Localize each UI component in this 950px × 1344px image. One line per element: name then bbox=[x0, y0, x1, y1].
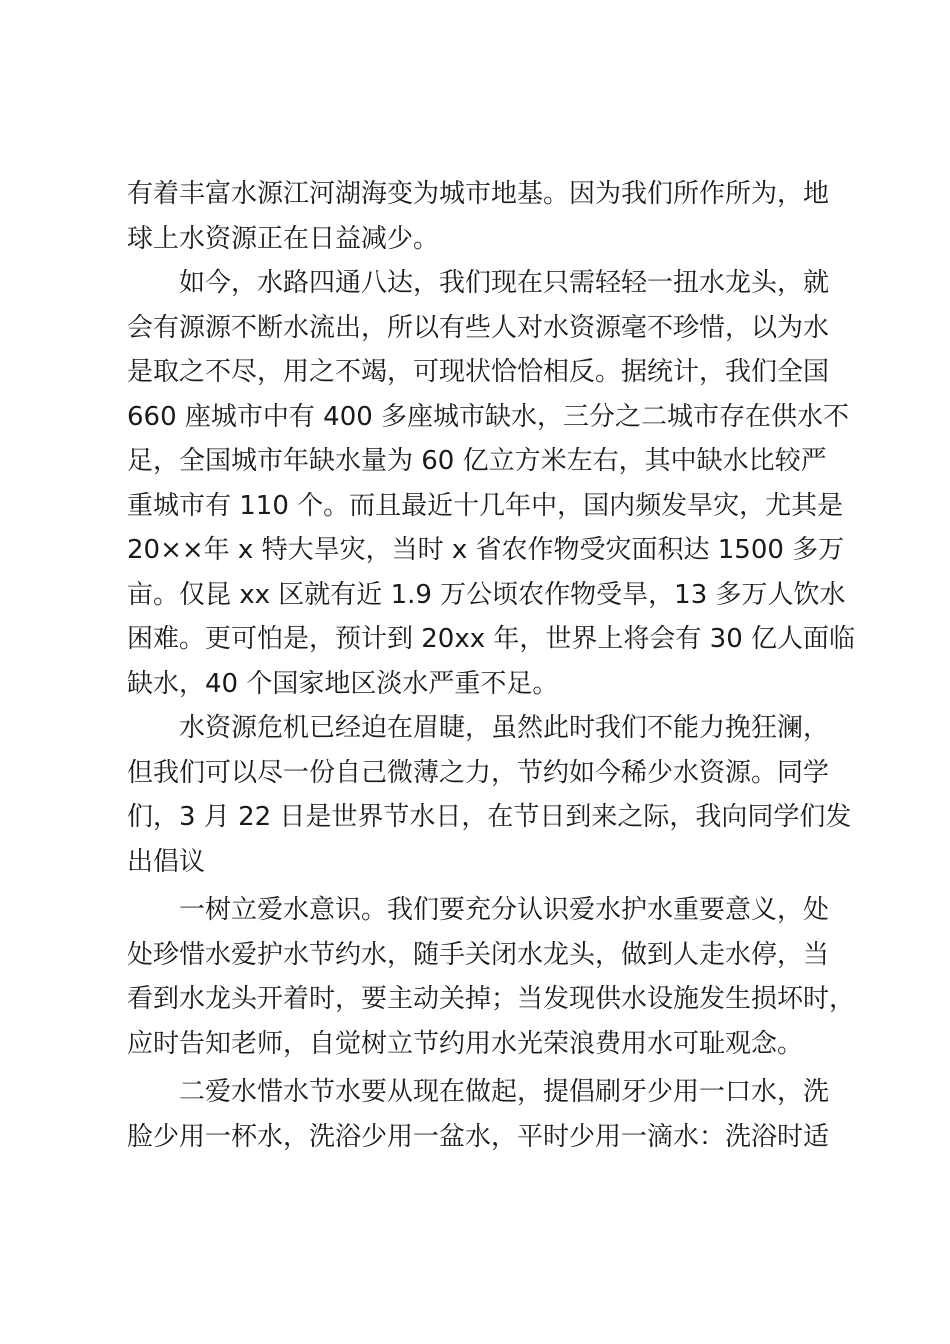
text-line: 困难。更可怕是，预计到 20xx 年，世界上将会有 30 亿人面临 bbox=[127, 624, 856, 654]
text-line: 是取之不尽，用之不竭，可现状恰恰相反。据统计，我们全国 bbox=[127, 357, 830, 387]
text-line: 缺水，40 个国家地区淡水严重不足。 bbox=[127, 668, 559, 699]
text-line: 看到水龙头开着时，要主动关掉；当发现供水设施发生损坏时， bbox=[127, 984, 856, 1014]
text-line: 一树立爱水意识。我们要充分认识爱水护水重要意义，处 bbox=[179, 895, 830, 925]
text-line: 重城市有 110 个。而且最近十几年中，国内频发旱灾，尤其是 bbox=[127, 490, 844, 521]
text-line: 们，3 月 22 日是世界节水日，在节日到来之际，我向同学们发 bbox=[127, 802, 852, 832]
text-line: 亩。仅昆 xx 区就有近 1.9 万公顷农作物受旱，13 多万人饮水 bbox=[127, 579, 846, 610]
text-line: 脸少用一杯水，洗浴少用一盆水，平时少用一滴水：洗浴时适 bbox=[127, 1121, 830, 1152]
paragraph-2 bbox=[127, 261, 856, 706]
text-line: 球上水资源正在日益减少。 bbox=[127, 223, 440, 254]
text-line: 二爱水惜水节水要从现在做起，提倡刷牙少用一口水，洗 bbox=[179, 1077, 830, 1107]
paragraph-1 bbox=[127, 172, 837, 261]
text-line: 应时告知老师，自觉树立节约用水光荣浪费用水可耻观念。 bbox=[127, 1028, 804, 1059]
text-line: 如今，水路四通八达，我们现在只需轻轻一扭水龙头，就 bbox=[179, 268, 830, 298]
text-line: 足，全国城市年缺水量为 60 亿立方米左右，其中缺水比较严 bbox=[127, 446, 827, 476]
document-body bbox=[127, 172, 856, 1159]
paragraph-3 bbox=[127, 706, 852, 884]
text-line: 660 座城市中有 400 多座城市缺水，三分之二城市存在供水不 bbox=[127, 401, 850, 432]
text-line: 20××年 x 特大旱灾，当时 x 省农作物受灾面积达 1500 多万 bbox=[127, 535, 845, 565]
text-line: 处珍惜水爱护水节约水，随手关闭水龙头，做到人走水停，当 bbox=[127, 939, 830, 970]
text-line: 有着丰富水源江河湖海变为城市地基。因为我们所作所为，地 bbox=[127, 179, 830, 209]
text-line: 出倡议 bbox=[127, 846, 206, 877]
text-line: 会有源源不断水流出，所以有些人对水资源毫不珍惜，以为水 bbox=[127, 312, 830, 343]
paragraph-4 bbox=[127, 888, 856, 1066]
text-line: 但我们可以尽一份自己微薄之力，节约如今稀少水资源。同学 bbox=[127, 757, 830, 788]
paragraph-5 bbox=[127, 1070, 837, 1159]
text-line: 水资源危机已经迫在眉睫，虽然此时我们不能力挽狂澜， bbox=[179, 713, 830, 743]
